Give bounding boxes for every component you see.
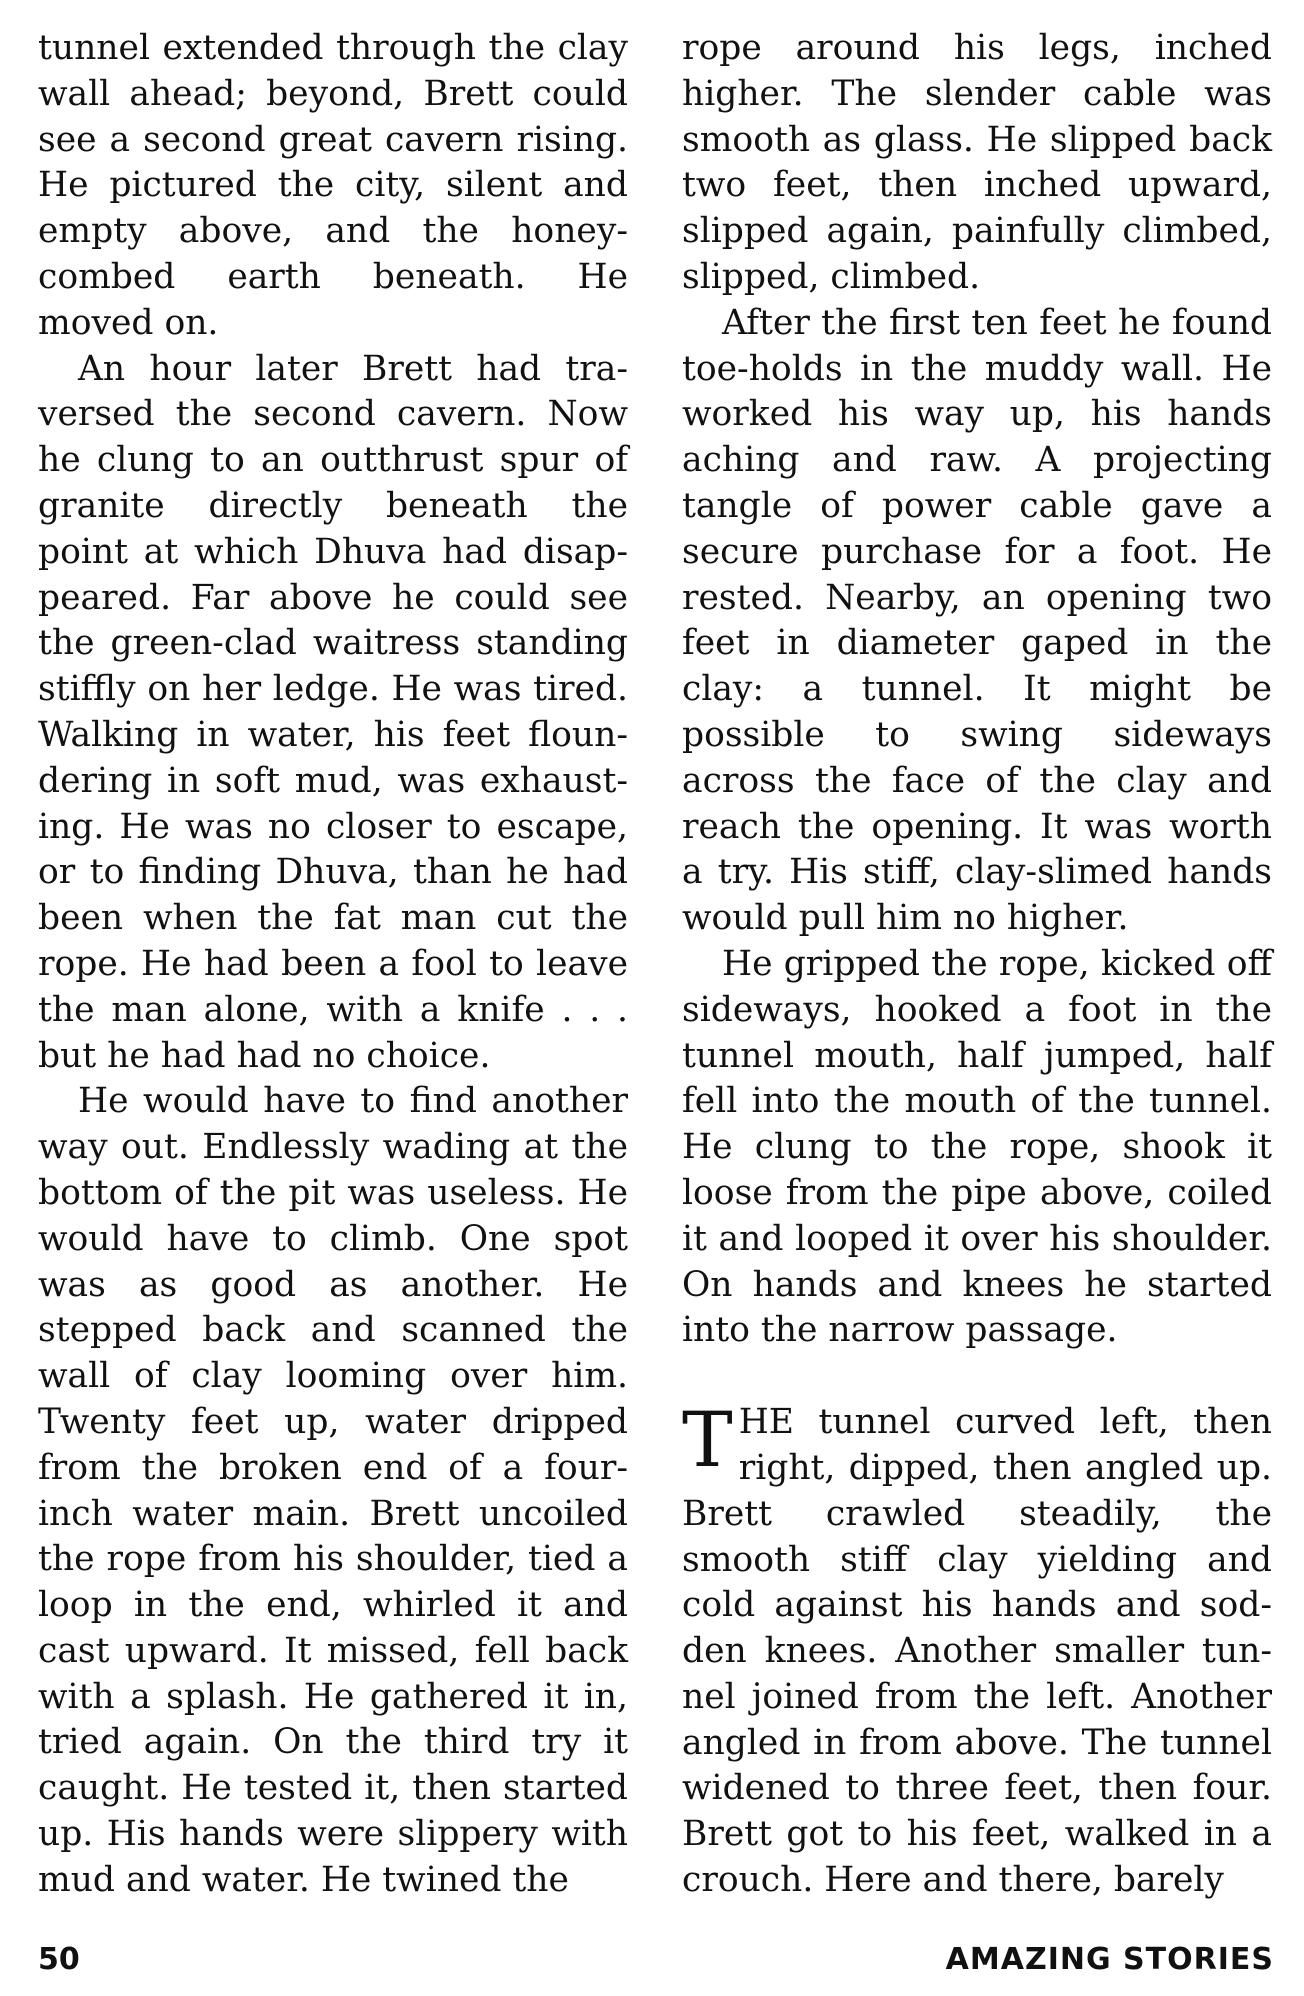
paragraph: tunnel extended through the clay wall ahead; beyond, Brett could see a second great cavern rising. He pictured the city, silent and empty above, and the honeycombed earth beneath. He moved on. xyxy=(38,28,628,343)
page-footer xyxy=(0,1940,1304,1980)
paragraph: He gripped the rope, kicked off sideways, hooked a foot in the tunnel mouth, half jumped, half fell into the mouth of the tunnel. He clung to the rope, shook it loose from the pipe above, coiled it and looped it over his shoulder. On hands and knees he started into the narrow passage. xyxy=(682,943,1272,1351)
section-text: HE tunnel curved left, then right, dipped, then angled up. Brett crawled steadily, the smooth stiff clay yielding and cold against his hands and sodden knees. Another smaller tunnel joined from the left. Another angled in from above. The tunnel widened to three feet, then four. Brett got to his feet, walked in a crouch. Here and there, barely xyxy=(682,1402,1272,1901)
paragraph: After the first ten feet he found toe-holds in the muddy wall. He worked his way up, his hands aching and raw. A projecting tangle of power cable gave a secure purchase for a foot. He rested. Nearby, an opening two feet in diameter gaped in the clay: a tunnel. It might be possible to swing sideways across the face of the clay and reach the opening. It was worth a try. His stiff, clay-slimed hands would pull him no higher. xyxy=(682,302,1272,939)
drop-cap: T xyxy=(682,1395,733,1485)
page-number: 50 xyxy=(38,1942,80,1977)
paragraph: An hour later Brett had traversed the second cavern. Now he clung to an outthrust spur of granite directly beneath the point at which Dhuva had disappeared. Far above he could see the green-clad waitress standing stiffly on her ledge. He was tired. Walking in water, his feet floundering in soft mud, was exhausting. He was no closer to escape, or to finding Dhuva, than he had been when the fat man cut the rope. He had been a fool to leave the man alone, with a knife . . . but he had had no choice. xyxy=(38,348,628,1076)
left-column xyxy=(38,26,628,1904)
paragraph: rope around his legs, inched higher. The slender cable was smooth as glass. He slipped back two feet, then inched upward, slipped again, painfully climbed, slipped, climbed. xyxy=(682,28,1272,297)
section-start-paragraph xyxy=(682,1395,1272,1904)
magazine-title: AMAZING STORIES xyxy=(945,1942,1274,1977)
paragraph: He would have to find another way out. Endlessly wading at the bottom of the pit was useless. He would have to climb. One spot was as good as another. He stepped back and scanned the wall of clay looming over him. Twenty feet up, water dripped from the broken end of a four-inch water main. Brett uncoiled the rope from his shoulder, tied a loop in the end, whirled it and cast upward. It missed, fell back with a splash. He gathered it in, tried again. On the third try it caught. He tested it, then started up. His hands were slippery with mud and water. He twined the xyxy=(38,1081,628,1900)
right-column xyxy=(682,26,1272,1904)
